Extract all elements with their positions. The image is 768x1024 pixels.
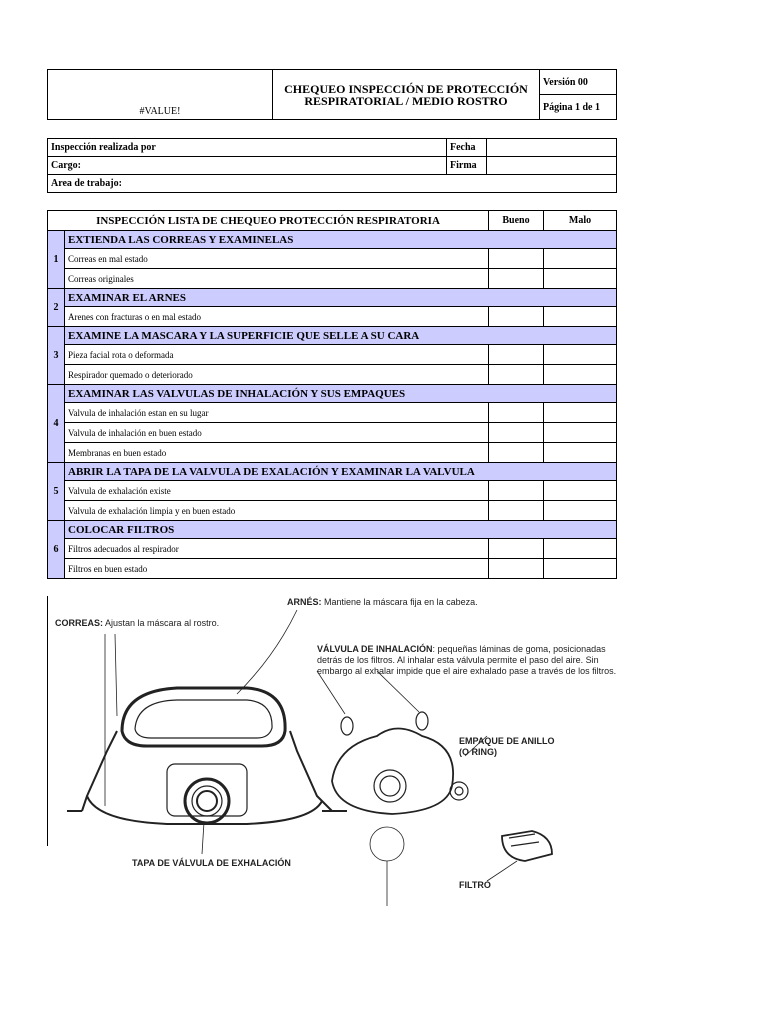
check-item: Valvula de inhalación estan en su lugar bbox=[65, 403, 489, 423]
bad-checkbox[interactable] bbox=[544, 249, 617, 269]
section-number: 2 bbox=[48, 289, 65, 327]
correas-label bbox=[55, 618, 315, 629]
bad-checkbox[interactable] bbox=[544, 481, 617, 501]
work-area-label: Area de trabajo: bbox=[48, 175, 617, 193]
checklist-title: INSPECCIÓN LISTA DE CHEQUEO PROTECCIÓN RESPIRATORIA bbox=[48, 211, 489, 231]
value-cell: #VALUE! bbox=[48, 70, 273, 120]
mask-exhalation-port-shape bbox=[374, 770, 406, 802]
inspected-by-label: Inspección realizada por bbox=[48, 139, 447, 157]
section-number: 4 bbox=[48, 385, 65, 463]
check-item: Pieza facial rota o deformada bbox=[65, 345, 489, 365]
valvula-label-name: VÁLVULA DE INHALACIÓN bbox=[317, 644, 433, 654]
bad-checkbox[interactable] bbox=[544, 501, 617, 521]
good-checkbox[interactable] bbox=[489, 443, 544, 463]
title-line-2: RESPIRATORIAL / MEDIO ROSTRO bbox=[304, 93, 508, 108]
exhalation-cover-center bbox=[197, 791, 217, 811]
version-label: Versión 00 bbox=[540, 70, 617, 95]
bad-checkbox[interactable] bbox=[544, 403, 617, 423]
bad-checkbox[interactable] bbox=[544, 365, 617, 385]
good-checkbox[interactable] bbox=[489, 403, 544, 423]
bad-checkbox[interactable] bbox=[544, 269, 617, 289]
bad-checkbox[interactable] bbox=[544, 559, 617, 579]
check-item: Membranas en buen estado bbox=[65, 443, 489, 463]
valve-disc-shape bbox=[370, 827, 404, 861]
section-title: ABRIR LA TAPA DE LA VALVULA DE EXALACIÓN Y EXAMINAR LA VALVULA bbox=[65, 463, 617, 481]
good-checkbox[interactable] bbox=[489, 365, 544, 385]
good-checkbox[interactable] bbox=[489, 539, 544, 559]
empaque-label-line-2: (O RING) bbox=[459, 747, 497, 757]
harness-inner-shape bbox=[135, 700, 272, 738]
section-number: 1 bbox=[48, 231, 65, 289]
inhalation-valve-left bbox=[341, 717, 353, 735]
check-item: Arenes con fracturas o en mal estado bbox=[65, 307, 489, 327]
good-column-header: Bueno bbox=[489, 211, 544, 231]
bad-checkbox[interactable] bbox=[544, 423, 617, 443]
valvula-label-desc: : pequeñas láminas de goma, posicionadas detrás de los filtros. Al inhalar esta válvula permite el paso del aire. Sin embargo al exhalar impide que el aire exhalado pase a través de los filtros. bbox=[317, 644, 617, 676]
good-checkbox[interactable] bbox=[489, 249, 544, 269]
bad-checkbox[interactable] bbox=[544, 539, 617, 559]
correas-leader bbox=[105, 634, 117, 806]
bad-checkbox[interactable] bbox=[544, 443, 617, 463]
section-title: EXTIENDA LAS CORREAS Y EXAMINELAS bbox=[65, 231, 617, 249]
valvula-leader bbox=[317, 671, 419, 714]
signature-field[interactable] bbox=[487, 157, 617, 175]
filtro-label: FILTRO bbox=[459, 880, 491, 890]
filtro-leader bbox=[487, 861, 517, 881]
signature-label: Firma bbox=[447, 157, 487, 175]
arnes-label bbox=[287, 597, 497, 608]
page-label: Página 1 de 1 bbox=[540, 95, 617, 120]
o-ring-outer bbox=[450, 782, 468, 800]
title-line-1: CHEQUEO INSPECCIÓN DE PROTECCIÓN bbox=[284, 81, 528, 96]
section-title: EXAMINAR LAS VALVULAS DE INHALACIÓN Y SUS EMPAQUES bbox=[65, 385, 617, 403]
o-ring-inner bbox=[455, 787, 463, 795]
section-title: EXAMINE LA MASCARA Y LA SUPERFICIE QUE SELLE A SU CARA bbox=[65, 327, 617, 345]
section-number: 3 bbox=[48, 327, 65, 385]
empaque-label-line-1: EMPAQUE DE ANILLO bbox=[459, 736, 555, 746]
good-checkbox[interactable] bbox=[489, 481, 544, 501]
bad-column-header: Malo bbox=[544, 211, 617, 231]
mask-port-inner-shape bbox=[380, 776, 400, 796]
date-field[interactable] bbox=[487, 139, 617, 157]
left-strap-shape bbox=[82, 731, 117, 811]
filter-grid-shape bbox=[509, 834, 539, 846]
check-item: Filtros en buen estado bbox=[65, 559, 489, 579]
check-item: Correas en mal estado bbox=[65, 249, 489, 269]
document-title bbox=[273, 70, 540, 120]
check-item: Correas originales bbox=[65, 269, 489, 289]
half-mask-shape bbox=[332, 729, 453, 815]
section-number: 6 bbox=[48, 521, 65, 579]
date-label: Fecha bbox=[447, 139, 487, 157]
check-item: Respirador quemado o deteriorado bbox=[65, 365, 489, 385]
tapa-leader bbox=[202, 822, 204, 854]
valvula-label bbox=[317, 644, 617, 677]
empaque-label bbox=[459, 736, 609, 758]
checklist-table bbox=[47, 210, 617, 579]
right-strap-shape bbox=[290, 731, 332, 811]
section-title: EXAMINAR EL ARNES bbox=[65, 289, 617, 307]
correas-label-name: CORREAS: bbox=[55, 618, 104, 628]
inspection-info bbox=[47, 138, 617, 193]
check-item: Valvula de exhalación limpia y en buen estado bbox=[65, 501, 489, 521]
section-title: COLOCAR FILTROS bbox=[65, 521, 617, 539]
good-checkbox[interactable] bbox=[489, 501, 544, 521]
good-checkbox[interactable] bbox=[489, 345, 544, 365]
correas-label-desc: Ajustan la máscara al rostro. bbox=[105, 618, 220, 628]
section-number: 5 bbox=[48, 463, 65, 521]
respirator-illustration bbox=[47, 596, 617, 914]
good-checkbox[interactable] bbox=[489, 269, 544, 289]
arnes-label-name: ARNÉS: bbox=[287, 597, 322, 607]
tapa-label: TAPA DE VÁLVULA DE EXHALACIÓN bbox=[132, 858, 291, 868]
role-label: Cargo: bbox=[48, 157, 447, 175]
arnes-label-desc: Mantiene la máscara fija en la cabeza. bbox=[324, 597, 478, 607]
bad-checkbox[interactable] bbox=[544, 345, 617, 365]
document-header bbox=[47, 69, 617, 120]
check-item: Filtros adecuados al respirador bbox=[65, 539, 489, 559]
inhalation-valve-right bbox=[416, 712, 428, 730]
bad-checkbox[interactable] bbox=[544, 307, 617, 327]
check-item: Valvula de inhalación en buen estado bbox=[65, 423, 489, 443]
good-checkbox[interactable] bbox=[489, 559, 544, 579]
good-checkbox[interactable] bbox=[489, 307, 544, 327]
good-checkbox[interactable] bbox=[489, 423, 544, 443]
check-item: Valvula de exhalación existe bbox=[65, 481, 489, 501]
